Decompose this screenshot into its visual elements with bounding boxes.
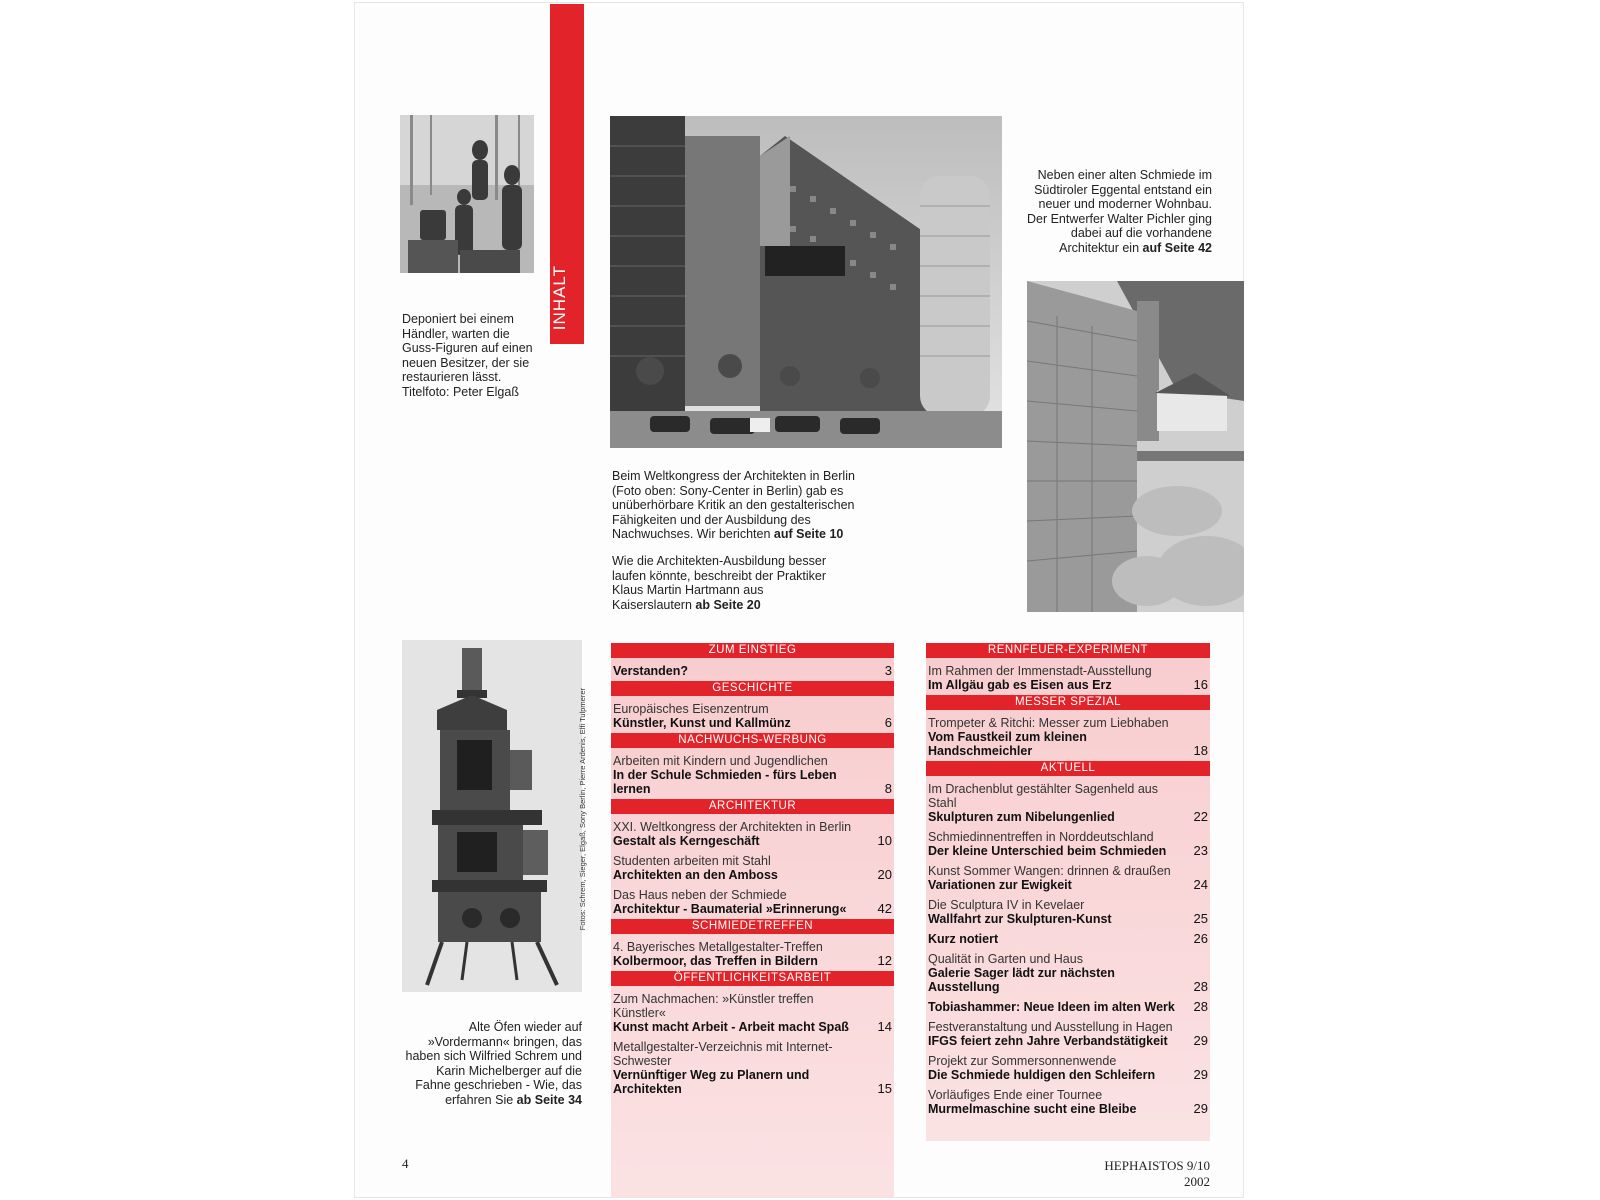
toc-entry-page: 28 (1193, 979, 1208, 994)
toc-entry-kicker: XXI. Weltkongress der Architekten in Berlin (613, 820, 852, 834)
toc-entry-page: 22 (1193, 809, 1208, 824)
toc-entry-page: 3 (884, 663, 892, 678)
toc-entry-kicker: Die Sculptura IV in Kevelaer (928, 898, 1085, 912)
toc-entry-kicker: Kunst Sommer Wangen: drinnen & draußen (928, 864, 1171, 878)
toc-entry-kicker: Vorläufiges Ende einer Tournee (928, 1088, 1103, 1102)
photo-cast-figures (400, 115, 534, 273)
caption-smithy-ref: auf Seite 42 (1142, 240, 1212, 255)
toc-entry-page: 6 (884, 715, 892, 730)
toc-section-header: ARCHITEKTUR (611, 799, 894, 814)
toc-right-column (926, 643, 1210, 1141)
toc-entry-title: Skulpturen zum Nibelungenlied (928, 810, 1115, 824)
photo-sony-center (610, 116, 1002, 448)
toc-entry[interactable] (611, 885, 894, 919)
caption-oven-ref: ab Seite 34 (516, 1092, 582, 1107)
toc-entry-title: Kunst macht Arbeit - Arbeit macht Spaß (613, 1020, 849, 1034)
toc-entry-page: 42 (877, 901, 892, 916)
toc-entry-kicker: Metallgestalter-Verzeichnis mit Internet-Schwester (613, 1040, 833, 1068)
toc-entry-title: Im Allgäu gab es Eisen aus Erz (928, 678, 1112, 692)
toc-entry[interactable] (611, 751, 894, 799)
toc-entry[interactable] (926, 929, 1210, 949)
toc-entry[interactable] (611, 699, 894, 733)
toc-entry[interactable] (926, 895, 1210, 929)
toc-entry[interactable] (926, 1051, 1210, 1085)
toc-section-header: MESSER SPEZIAL (926, 695, 1210, 710)
section-label: INHALT (550, 265, 569, 331)
toc-entry-title: Vernünftiger Weg zu Planern und Architekten (613, 1068, 810, 1096)
toc-entry[interactable] (611, 989, 894, 1037)
toc-entry-title: Gestalt als Kerngeschäft (613, 834, 760, 848)
toc-entry-kicker: Studenten arbeiten mit Stahl (613, 854, 771, 868)
toc-entry-title: Die Schmiede huldigen den Schleifern (928, 1068, 1156, 1082)
toc-entry-page: 18 (1193, 743, 1208, 758)
page-number: 4 (402, 1156, 409, 1171)
toc-entry-page: 15 (877, 1081, 892, 1096)
caption-smithy (1022, 168, 1212, 255)
caption-architects-training (612, 554, 842, 612)
toc-entry-kicker: Trompeter & Ritchi: Messer zum Liebhaben (928, 716, 1169, 730)
toc-entry-kicker: Festveranstaltung und Ausstellung in Hagen (928, 1020, 1173, 1034)
toc-entry-page: 8 (884, 781, 892, 796)
toc-left-column (611, 643, 894, 1197)
toc-entry[interactable] (926, 661, 1210, 695)
toc-entry-title: Architekten an den Amboss (613, 868, 778, 882)
caption-sony-text: Beim Weltkongress der Architekten in Berlin (Foto oben: Sony-Center in Berlin) gab es unüberhörbare Kritik an den gestalterischen Fähigkeiten und der Ausbildung des Nachwuchses. Wir berichten (612, 469, 855, 541)
toc-entry-page: 29 (1193, 1033, 1208, 1048)
toc-entry-title: Vom Faustkeil zum kleinen Handschmeichler (928, 730, 1087, 758)
photo-credit: Fotos: Schrem, Sieger, Elgaß, Sony Berlin, Pierre Ardenis, Elfi Tulpmerer (578, 688, 587, 931)
toc-entry-title: IFGS feiert zehn Jahre Verbandstätigkeit (928, 1034, 1168, 1048)
toc-entry-page: 29 (1193, 1101, 1208, 1116)
caption-sony-center (612, 469, 872, 542)
toc-entry-page: 14 (877, 1019, 892, 1034)
toc-entry-kicker: Qualität in Garten und Haus (928, 952, 1083, 966)
toc-entry[interactable] (611, 1037, 894, 1099)
toc-entry-title: Tobiashammer: Neue Ideen im alten Werk (928, 1000, 1175, 1014)
toc-entry-title: Wallfahrt zur Skulpturen-Kunst (928, 912, 1112, 926)
toc-entry[interactable] (926, 949, 1210, 997)
issue-label: HEPHAISTOS 9/10 2002 (1104, 1158, 1210, 1189)
toc-section-header: SCHMIEDETREFFEN (611, 919, 894, 934)
toc-section-header: ÖFFENTLICHKEITSARBEIT (611, 971, 894, 986)
toc-entry-title: Murmelmaschine sucht eine Bleibe (928, 1102, 1137, 1116)
toc-section-header: RENNFEUER-EXPERIMENT (926, 643, 1210, 658)
caption-training-text: Wie die Architekten-Ausbildung besser laufen könnte, beschreibt der Praktiker Klaus Martin Hartmann aus Kaiserslautern (612, 554, 827, 612)
toc-entry-title: In der Schule Schmieden - fürs Leben lernen (613, 768, 837, 796)
toc-entry[interactable] (926, 1085, 1210, 1119)
toc-entry-page: 29 (1193, 1067, 1208, 1082)
toc-entry[interactable] (926, 827, 1210, 861)
toc-entry[interactable] (926, 713, 1210, 761)
caption-sony-ref: auf Seite 10 (773, 527, 844, 541)
photo-smithy-wall (1027, 281, 1244, 612)
toc-entry[interactable] (611, 661, 894, 681)
toc-entry-page: 20 (877, 867, 892, 882)
caption-cast-figures (402, 312, 542, 399)
toc-entry-kicker: Das Haus neben der Schmiede (613, 888, 787, 902)
toc-entry-page: 26 (1193, 931, 1208, 946)
caption-smithy-text: Neben einer alten Schmiede im Südtiroler Eggental entstand ein neuer und moderner Wohnbau. Der Entwerfer Walter Pichler ging dabei auf die vorhandene Architektur ein (1026, 168, 1212, 255)
toc-entry-kicker: Im Rahmen der Immenstadt-Ausstellung (928, 664, 1152, 678)
toc-entry-page: 10 (877, 833, 892, 848)
photo-cast-iron-oven (402, 640, 582, 992)
caption-cast-figures-text: Deponiert bei einem Händler, warten die Guss-Figuren auf einen neuen Besitzer, der sie restaurieren lässt. Titelfoto: Peter Elgaß (402, 312, 533, 399)
toc-entry-page: 24 (1193, 877, 1208, 892)
toc-entry-page: 12 (877, 953, 892, 968)
toc-entry-page: 25 (1193, 911, 1208, 926)
caption-oven-text: Alte Öfen wieder auf »Vordermann« bringen, das haben sich Wilfried Schrem und Karin Michelberger auf die Fahne geschrieben - Wie, das erfahren Sie (405, 1020, 582, 1107)
toc-entry[interactable] (926, 997, 1210, 1017)
toc-entry-title: Verstanden? (613, 664, 689, 678)
toc-entry-page: 16 (1193, 677, 1208, 692)
toc-entry[interactable] (926, 1017, 1210, 1051)
toc-entry-kicker: Projekt zur Sommersonnenwende (928, 1054, 1117, 1068)
toc-entry-kicker: 4. Bayerisches Metallgestalter-Treffen (613, 940, 823, 954)
toc-entry-title: Der kleine Unterschied beim Schmieden (928, 844, 1167, 858)
toc-entry-kicker: Arbeiten mit Kindern und Jugendlichen (613, 754, 828, 768)
toc-entry-kicker: Zum Nachmachen: »Künstler treffen Künstler« (613, 992, 814, 1020)
caption-oven (402, 1020, 582, 1107)
toc-entry[interactable] (926, 861, 1210, 895)
toc-section-header: AKTUELL (926, 761, 1210, 776)
toc-entry-title: Kurz notiert (928, 932, 999, 946)
toc-entry[interactable] (611, 817, 894, 851)
caption-training-ref: ab Seite 20 (695, 597, 761, 612)
toc-section-header: NACHWUCHS-WERBUNG (611, 733, 894, 748)
toc-entry-title: Architektur - Baumaterial »Erinnerung« (613, 902, 847, 916)
toc-entry-title: Galerie Sager lädt zur nächsten Ausstellung (928, 966, 1115, 994)
toc-entry-page: 23 (1193, 843, 1208, 858)
toc-entry-kicker: Im Drachenblut gestählter Sagenheld aus Stahl (928, 782, 1159, 810)
toc-entry[interactable] (926, 779, 1210, 827)
toc-entry-title: Variationen zur Ewigkeit (928, 878, 1072, 892)
toc-entry-page: 28 (1193, 999, 1208, 1014)
toc-entry-kicker: Europäisches Eisenzentrum (613, 702, 769, 716)
toc-section-header: GESCHICHTE (611, 681, 894, 696)
toc-entry-title: Kolbermoor, das Treffen in Bildern (613, 954, 818, 968)
toc-entry[interactable] (611, 851, 894, 885)
toc-entry-title: Künstler, Kunst und Kallmünz (613, 716, 791, 730)
toc-entry[interactable] (611, 937, 894, 971)
toc-section-header: ZUM EINSTIEG (611, 643, 894, 658)
toc-entry-kicker: Schmiedinnentreffen in Norddeutschland (928, 830, 1154, 844)
